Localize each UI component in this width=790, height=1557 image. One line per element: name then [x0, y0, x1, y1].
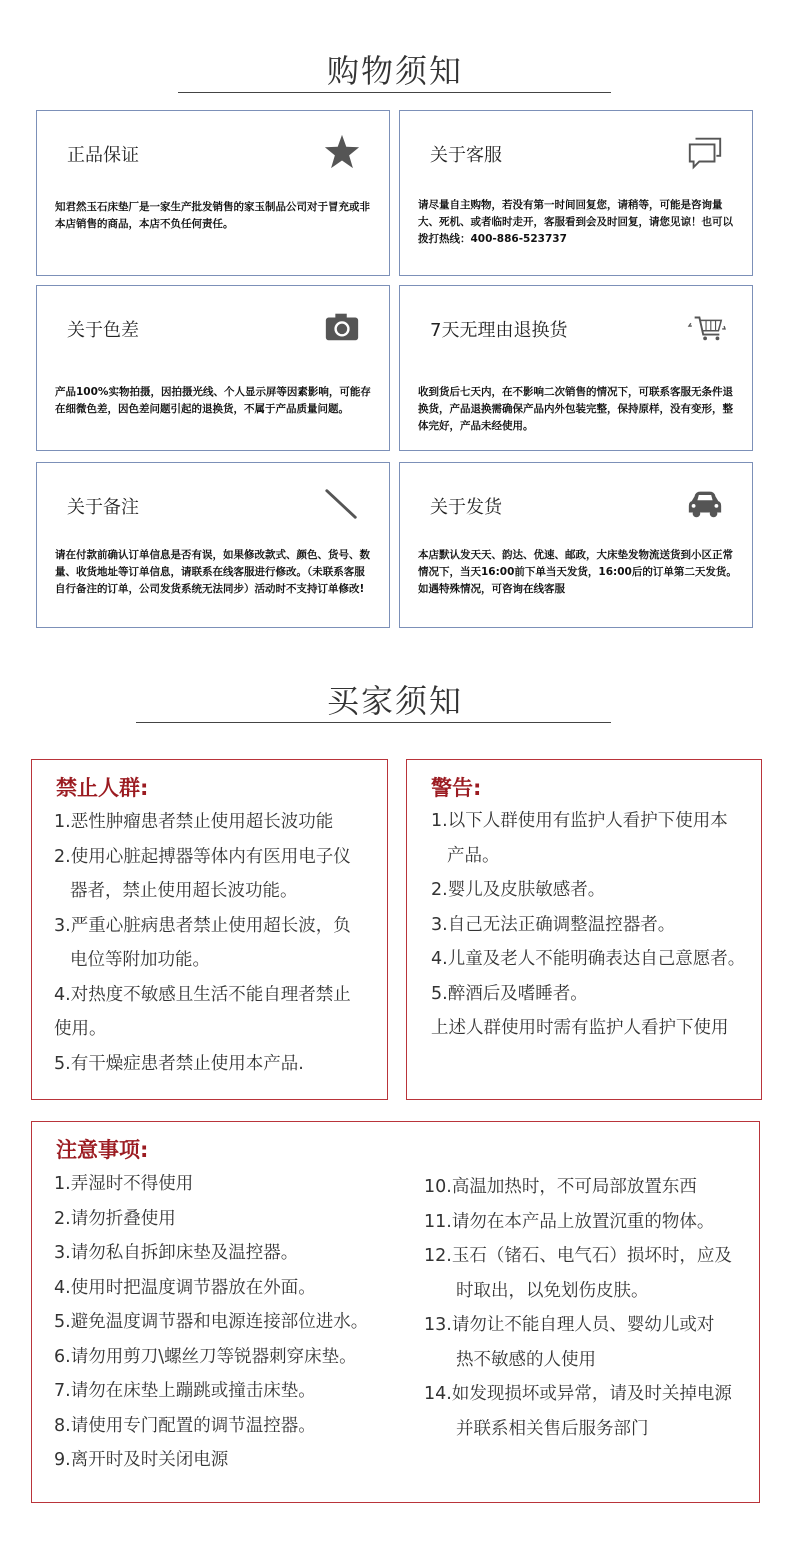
- star-icon: [323, 133, 361, 171]
- card-color-difference: [36, 285, 390, 451]
- precautions-list-right: [424, 1170, 755, 1446]
- card-order-notes: [36, 462, 390, 628]
- list-item: 11.请勿在本产品上放置沉重的物体。: [424, 1211, 715, 1232]
- warning-list: [431, 804, 759, 1046]
- pen-icon: [323, 485, 361, 523]
- card-body: 本店默认发天天、韵达、优速、邮政，大床垫发物流送货到小区正常情况下，当天16:00前下单当天发货，16:00后的订单第二天发货。如遇特殊情况，可咨询在线客服: [418, 549, 737, 595]
- list-item: 5.有干燥症患者禁止使用本产品.: [54, 1053, 304, 1074]
- card-title: 关于备注: [67, 497, 139, 518]
- list-item: 器者，禁止使用超长波功能。: [70, 881, 298, 901]
- card-body: 知君然玉石床垫厂是一家生产批发销售的家玉制品公司对于冒充或非本店销售的商品，本店不负任何责任。: [55, 201, 370, 230]
- title-underline: [136, 722, 611, 723]
- card-body: 产品100%实物拍摄，因拍摄光线、个人显示屏等因素影响，可能存在细微色差，因色差问题引起的退换货，不属于产品质量问题。: [55, 386, 371, 415]
- list-item: 上述人群使用时需有监护人看护下使用: [431, 1018, 729, 1038]
- list-item: 1.恶性肿瘤患者禁止使用超长波功能: [54, 812, 334, 832]
- list-item: 电位等附加功能。: [70, 950, 210, 970]
- card-title: 关于色差: [67, 320, 139, 341]
- chat-bubbles-icon: [686, 133, 724, 171]
- list-item: 7.请勿在床垫上蹦跳或撞击床垫。: [54, 1381, 316, 1401]
- card-body: 请尽量自主购物，若没有第一时间回复您，请稍等，可能是咨询量大、死机、或者临时走开，客服看到会及时回复，请您见谅！也可以拨打热线：400-886-523737: [418, 199, 733, 245]
- card-title: 关于发货: [430, 497, 502, 518]
- card-title: 7天无理由退换货: [430, 320, 568, 341]
- warning-heading: 警告:: [431, 776, 482, 800]
- list-item: 4.使用时把温度调节器放在外面。: [54, 1277, 316, 1298]
- card-title: 关于客服: [430, 145, 502, 166]
- precautions-box: [31, 1121, 760, 1503]
- card-body: 收到货后七天内，在不影响二次销售的情况下，可联系客服无条件退换货，产品退换需确保产品内外包装完整，保持原样，没有变形，整体完好，产品未经使用。: [418, 386, 733, 432]
- buyer-notice-title: 买家须知: [326, 682, 463, 720]
- list-item: 1.弄湿时不得使用: [54, 1174, 194, 1194]
- list-item: 9.离开时及时关闭电源: [54, 1450, 229, 1470]
- card-customer-service: [399, 110, 753, 276]
- card-authentic-guarantee: [36, 110, 390, 276]
- list-item: 产品。: [447, 845, 500, 866]
- list-item: 10.高温加热时，不可局部放置东西: [424, 1177, 697, 1197]
- list-item: 3.自己无法正确调整温控器者。: [431, 914, 676, 935]
- list-item: 2.使用心脏起搏器等体内有医用电子仪: [54, 846, 351, 867]
- card-title: 正品保证: [67, 145, 139, 166]
- list-item: 5.醉酒后及嗜睡者。: [431, 983, 588, 1004]
- card-seven-day-return: [399, 285, 753, 451]
- camera-icon: [323, 308, 361, 346]
- list-item: 2.请勿折叠使用: [54, 1208, 176, 1229]
- precautions-list-left: [54, 1167, 394, 1478]
- list-item: 并联系相关售后服务部门: [456, 1418, 649, 1439]
- list-item: 6.请勿用剪刀\螺丝刀等锐器刺穿床垫。: [54, 1346, 357, 1367]
- list-item: 12.玉石（锗石、电气石）损坏时，应及: [424, 1246, 732, 1266]
- list-item: 4.对热度不敏感且生活不能自理者禁止: [54, 984, 351, 1005]
- prohibited-list: [54, 805, 379, 1081]
- precautions-heading: 注意事项:: [56, 1138, 149, 1162]
- shopping-notice-title: 购物须知: [326, 52, 463, 90]
- card-body: 请在付款前确认订单信息是否有误，如果修改款式、颜色、货号、数量、收货地址等订单信息，请联系在线客服进行修改。（未联系客服自行备注的订单，公司发货系统无法同步）活动时不支持订单修改!: [55, 549, 370, 595]
- list-item: 3.严重心脏病患者禁止使用超长波，负: [54, 915, 351, 936]
- list-item: 2.婴儿及皮肤敏感者。: [431, 880, 606, 900]
- list-item: 3.请勿私自拆卸床垫及温控器。: [54, 1243, 299, 1263]
- warning-box: [406, 759, 762, 1100]
- prohibited-heading: 禁止人群:: [56, 776, 149, 800]
- list-item: 8.请使用专门配置的调节温控器。: [54, 1415, 316, 1436]
- title-underline: [178, 92, 611, 93]
- prohibited-groups-box: [31, 759, 388, 1100]
- list-item: 1.以下人群使用有监护人看护下使用本: [431, 811, 728, 831]
- list-item: 14.如发现损坏或异常，请及时关掉电源: [424, 1384, 732, 1404]
- list-item: 时取出，以免划伤皮肤。: [456, 1280, 649, 1301]
- car-icon: [686, 485, 724, 523]
- shopping-cart-icon: [684, 308, 730, 346]
- card-shipping: [399, 462, 753, 628]
- list-item: 5.避免温度调节器和电源连接部位进水。: [54, 1312, 369, 1332]
- list-item: 热不敏感的人使用: [456, 1349, 596, 1370]
- list-item: 使用。: [54, 1019, 107, 1039]
- list-item: 13.请勿让不能自理人员、婴幼儿或对: [424, 1315, 715, 1335]
- list-item: 4.儿童及老人不能明确表达自己意愿者。: [431, 949, 746, 969]
